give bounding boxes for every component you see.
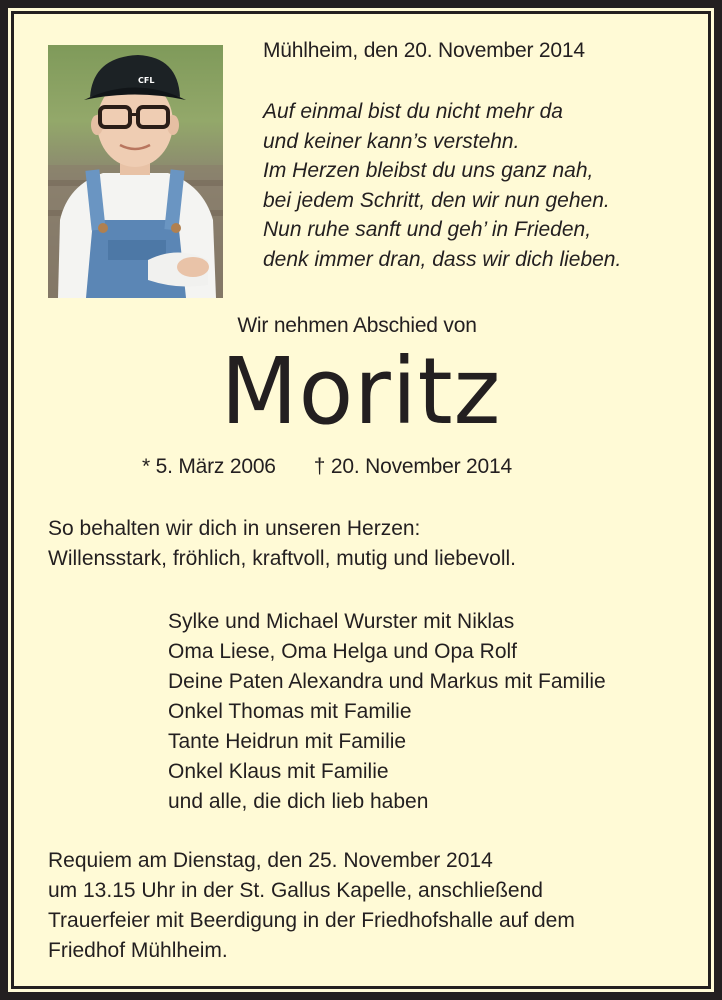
service-line: um 13.15 Uhr in der St. Gallus Kapelle, anschließend	[48, 879, 543, 902]
motto-line: So behalten wir dich in unseren Herzen:	[48, 517, 421, 540]
mourner-line: Oma Liese, Oma Helga und Opa Rolf	[168, 640, 518, 663]
death-date: † 20. November 2014	[313, 455, 512, 478]
poem	[263, 97, 621, 274]
portrait-image	[48, 45, 223, 298]
poem-line: und keiner kann’s verstehn.	[263, 129, 520, 153]
mourner-line: Onkel Thomas mit Familie	[168, 700, 412, 723]
poem-line: Nun ruhe sanft und geh’ in Frieden,	[263, 218, 592, 241]
service-line: Requiem am Dienstag, den 25. November 2014	[48, 849, 493, 872]
poem-line: denk immer dran, dass wir dich lieben.	[263, 247, 622, 271]
mourner-line: Deine Paten Alexandra und Markus mit Familie	[168, 670, 606, 693]
birth-date: * 5. März 2006	[142, 455, 276, 478]
svg-text:CFL: CFL	[138, 76, 155, 85]
mourners-list	[168, 607, 606, 817]
deceased-name: Moritz	[220, 338, 502, 445]
farewell-heading: Wir nehmen Abschied von	[237, 314, 477, 337]
mourner-line: Onkel Klaus mit Familie	[168, 760, 389, 783]
motto	[48, 514, 516, 574]
mourner-line: Tante Heidrun mit Familie	[168, 730, 407, 753]
poem-line: bei jedem Schritt, den wir nun gehen.	[263, 188, 610, 212]
poem-line: Auf einmal bist du nicht mehr da	[263, 100, 563, 123]
poem-line: Im Herzen bleibst du uns ganz nah,	[263, 159, 594, 182]
service-line: Friedhof Mühlheim.	[48, 939, 228, 962]
funeral-service-info	[48, 846, 575, 966]
place-and-date: Mühlheim, den 20. November 2014	[263, 39, 585, 62]
mourner-line: und alle, die dich lieb haben	[168, 790, 429, 813]
portrait-photo	[48, 45, 223, 298]
motto-line: Willensstark, fröhlich, kraftvoll, mutig und liebevoll.	[48, 547, 517, 570]
life-dates	[142, 452, 512, 482]
service-line: Trauerfeier mit Beerdigung in der Friedhofshalle auf dem	[48, 909, 575, 932]
mourner-line: Sylke und Michael Wurster mit Niklas	[168, 610, 515, 633]
